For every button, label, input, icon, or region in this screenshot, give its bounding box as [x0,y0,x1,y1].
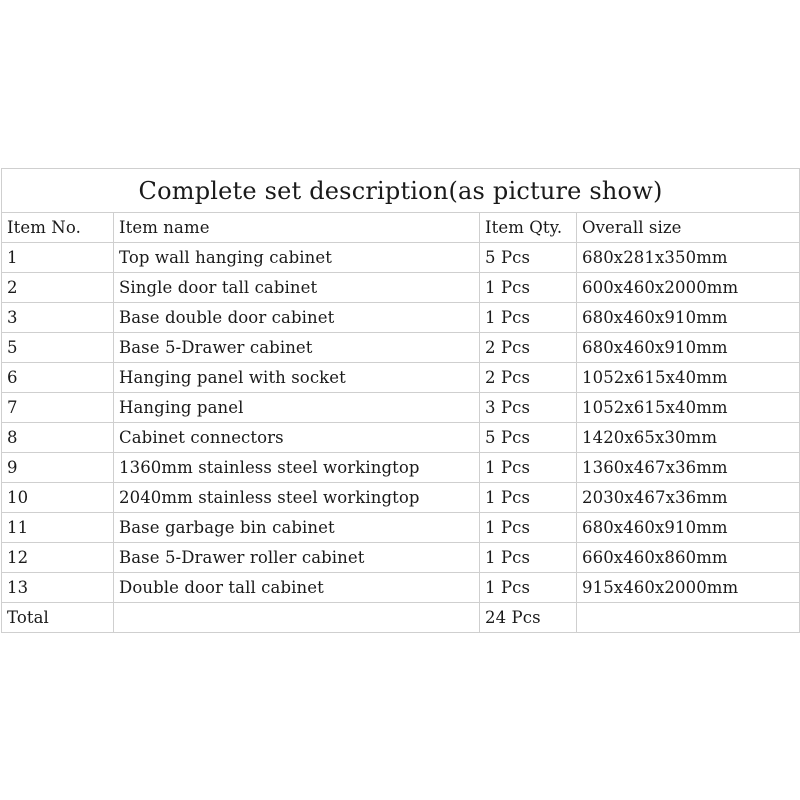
cell-item-no: 8 [2,423,114,453]
total-qty: 24 Pcs [480,603,577,633]
cell-overall-size: 2030x467x36mm [577,483,800,513]
cell-item-qty: 3 Pcs [480,393,577,423]
cell-item-qty: 2 Pcs [480,363,577,393]
cell-item-qty: 5 Pcs [480,423,577,453]
cell-item-name: Double door tall cabinet [114,573,480,603]
title-row [2,169,800,213]
cell-item-no: 7 [2,393,114,423]
cell-item-name: Top wall hanging cabinet [114,243,480,273]
header-item-qty: Item Qty. [480,213,577,243]
cell-item-name: Cabinet connectors [114,423,480,453]
table-row [2,483,800,513]
header-overall-size: Overall size [577,213,800,243]
cell-item-name: 2040mm stainless steel workingtop [114,483,480,513]
table-row [2,423,800,453]
cell-item-no: 3 [2,303,114,333]
cell-overall-size: 1420x65x30mm [577,423,800,453]
table-row [2,333,800,363]
cell-item-qty: 1 Pcs [480,513,577,543]
table-title: Complete set description(as picture show) [2,169,800,213]
cell-item-no: 11 [2,513,114,543]
cell-overall-size: 660x460x860mm [577,543,800,573]
cell-item-name: Base garbage bin cabinet [114,513,480,543]
cell-overall-size: 600x460x2000mm [577,273,800,303]
cell-item-name: Single door tall cabinet [114,273,480,303]
total-empty-size [577,603,800,633]
cell-item-no: 13 [2,573,114,603]
table-row [2,303,800,333]
cell-overall-size: 1360x467x36mm [577,453,800,483]
cell-item-qty: 1 Pcs [480,573,577,603]
set-description-table [1,168,800,633]
table-row [2,453,800,483]
cell-item-no: 12 [2,543,114,573]
cell-overall-size: 680x460x910mm [577,333,800,363]
table-row [2,543,800,573]
cell-item-name: Base 5-Drawer roller cabinet [114,543,480,573]
table-row [2,273,800,303]
cell-overall-size: 680x460x910mm [577,513,800,543]
table-row [2,393,800,423]
cell-item-qty: 1 Pcs [480,453,577,483]
cell-item-no: 1 [2,243,114,273]
total-empty-name [114,603,480,633]
cell-item-no: 5 [2,333,114,363]
cell-item-no: 10 [2,483,114,513]
cell-overall-size: 1052x615x40mm [577,363,800,393]
cell-item-name: Base 5-Drawer cabinet [114,333,480,363]
cell-item-name: 1360mm stainless steel workingtop [114,453,480,483]
cell-item-qty: 1 Pcs [480,543,577,573]
cell-item-qty: 1 Pcs [480,273,577,303]
cell-overall-size: 915x460x2000mm [577,573,800,603]
cell-item-no: 9 [2,453,114,483]
cell-overall-size: 680x460x910mm [577,303,800,333]
table-row [2,363,800,393]
header-item-name: Item name [114,213,480,243]
cell-overall-size: 1052x615x40mm [577,393,800,423]
cell-item-name: Hanging panel with socket [114,363,480,393]
total-label: Total [2,603,114,633]
cell-item-qty: 1 Pcs [480,483,577,513]
cell-item-qty: 1 Pcs [480,303,577,333]
table-row [2,573,800,603]
cell-item-no: 2 [2,273,114,303]
table-row [2,513,800,543]
header-item-no: Item No. [2,213,114,243]
cell-overall-size: 680x281x350mm [577,243,800,273]
cell-item-name: Base double door cabinet [114,303,480,333]
header-row [2,213,800,243]
total-row [2,603,800,633]
table-row [2,243,800,273]
cell-item-qty: 5 Pcs [480,243,577,273]
cell-item-name: Hanging panel [114,393,480,423]
cell-item-no: 6 [2,363,114,393]
cell-item-qty: 2 Pcs [480,333,577,363]
